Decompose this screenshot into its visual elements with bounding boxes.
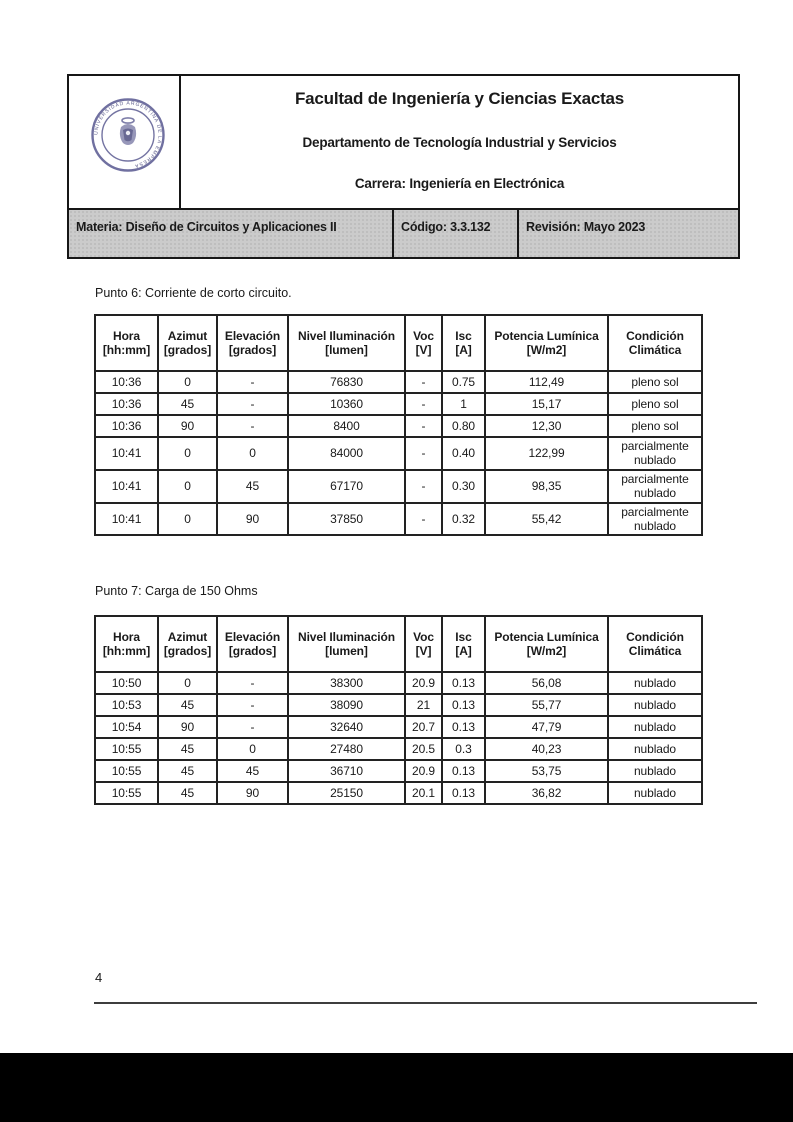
- col-header-line1: Condición: [626, 629, 684, 644]
- revision-field: Revisión: Mayo 2023: [517, 210, 738, 257]
- col-header-line1: Voc: [413, 629, 434, 644]
- cell-elevacion: -: [217, 694, 288, 716]
- cell-voc: -: [405, 393, 442, 415]
- table-row: [95, 760, 702, 782]
- col-header-line2: [grados]: [228, 644, 277, 658]
- col-header-line1: Condición: [626, 328, 684, 343]
- col-header-line2: [V]: [415, 343, 432, 357]
- seal-ring-text: UNIVERSIDAD ARGENTINA DE LA EMPRESA: [93, 100, 163, 169]
- cell-voc: -: [405, 503, 442, 536]
- cell-isc: 0.13: [442, 782, 485, 804]
- cell-azimut: 0: [158, 371, 217, 393]
- cell-elevacion: -: [217, 672, 288, 694]
- cell-nivel-iluminacion: 25150: [288, 782, 405, 804]
- cell-condicion-climatica: parcialmente nublado: [608, 470, 702, 503]
- cell-nivel-iluminacion: 27480: [288, 738, 405, 760]
- table-header-row: [95, 315, 702, 371]
- cell-elevacion: -: [217, 371, 288, 393]
- cell-condicion-climatica: nublado: [608, 716, 702, 738]
- cell-nivel-iluminacion: 76830: [288, 371, 405, 393]
- cell-hora: 10:41: [95, 470, 158, 503]
- cell-hora: 10:53: [95, 694, 158, 716]
- col-header-line1: Nivel Iluminación: [298, 328, 395, 343]
- cell-condicion-climatica: nublado: [608, 672, 702, 694]
- cell-azimut: 45: [158, 393, 217, 415]
- col-header-potencia-luminica: [485, 315, 608, 371]
- table-row: [95, 694, 702, 716]
- cell-voc: 21: [405, 694, 442, 716]
- cell-elevacion: -: [217, 393, 288, 415]
- col-header-line2: [W/m2]: [526, 644, 567, 658]
- table-punto-6: [94, 314, 703, 536]
- cell-hora: 10:55: [95, 760, 158, 782]
- cell-nivel-iluminacion: 38090: [288, 694, 405, 716]
- cell-nivel-iluminacion: 37850: [288, 503, 405, 536]
- cell-azimut: 45: [158, 782, 217, 804]
- cell-hora: 10:36: [95, 393, 158, 415]
- col-header-azimut: [158, 616, 217, 672]
- cell-elevacion: 90: [217, 503, 288, 536]
- cell-isc: 0.13: [442, 694, 485, 716]
- cell-potencia-luminica: 53,75: [485, 760, 608, 782]
- col-header-line1: Potencia Lumínica: [494, 629, 599, 644]
- cell-hora: 10:54: [95, 716, 158, 738]
- cell-isc: 0.32: [442, 503, 485, 536]
- table-row: [95, 371, 702, 393]
- cell-potencia-luminica: 15,17: [485, 393, 608, 415]
- cell-elevacion: 45: [217, 470, 288, 503]
- cell-azimut: 45: [158, 694, 217, 716]
- col-header-line2: [hh:mm]: [102, 644, 151, 658]
- col-header-line2: [grados]: [163, 343, 212, 357]
- cell-potencia-luminica: 122,99: [485, 437, 608, 470]
- col-header-line1: Potencia Lumínica: [494, 328, 599, 343]
- cell-condicion-climatica: nublado: [608, 738, 702, 760]
- cell-condicion-climatica: nublado: [608, 694, 702, 716]
- col-header-line1: Elevación: [224, 328, 281, 343]
- cell-nivel-iluminacion: 8400: [288, 415, 405, 437]
- cell-voc: 20.7: [405, 716, 442, 738]
- codigo-field: Código: 3.3.132: [392, 210, 517, 257]
- cell-isc: 0.30: [442, 470, 485, 503]
- col-header-azimut: [158, 315, 217, 371]
- cell-isc: 0.13: [442, 760, 485, 782]
- cell-nivel-iluminacion: 10360: [288, 393, 405, 415]
- cell-hora: 10:50: [95, 672, 158, 694]
- col-header-line2: [lumen]: [325, 343, 368, 357]
- col-header-elevacion: [217, 315, 288, 371]
- metadata-bar: [69, 208, 738, 257]
- table-row: [95, 503, 702, 536]
- col-header-line1: Azimut: [167, 629, 208, 644]
- cell-azimut: 0: [158, 437, 217, 470]
- col-header-line2: [grados]: [163, 644, 212, 658]
- col-header-isc: [442, 315, 485, 371]
- cell-azimut: 0: [158, 503, 217, 536]
- cell-potencia-luminica: 36,82: [485, 782, 608, 804]
- career-subtitle: Carrera: Ingeniería en Electrónica: [354, 176, 565, 191]
- table-header-row: [95, 616, 702, 672]
- col-header-line2: [lumen]: [325, 644, 368, 658]
- col-header-line2: [hh:mm]: [102, 343, 151, 357]
- table-punto-7: [94, 615, 703, 805]
- section-heading-punto-6: Punto 6: Corriente de corto circuito.: [95, 286, 292, 300]
- cell-potencia-luminica: 47,79: [485, 716, 608, 738]
- faculty-title: Facultad de Ingeniería y Ciencias Exactas: [294, 89, 625, 108]
- col-header-line1: Hora: [113, 629, 140, 644]
- col-header-line2: [W/m2]: [526, 343, 567, 357]
- cell-hora: 10:55: [95, 782, 158, 804]
- col-header-line1: Isc: [455, 328, 472, 343]
- cell-azimut: 45: [158, 760, 217, 782]
- cell-elevacion: 0: [217, 437, 288, 470]
- cell-elevacion: -: [217, 716, 288, 738]
- section-heading-punto-7: Punto 7: Carga de 150 Ohms: [95, 584, 258, 598]
- table-row: [95, 782, 702, 804]
- col-header-line2: Climática: [628, 343, 682, 357]
- table-row: [95, 393, 702, 415]
- cell-condicion-climatica: parcialmente nublado: [608, 503, 702, 536]
- cell-hora: 10:36: [95, 371, 158, 393]
- materia-field: Materia: Diseño de Circuitos y Aplicaciones II: [76, 220, 337, 234]
- col-header-hora: [95, 315, 158, 371]
- cell-hora: 10:41: [95, 437, 158, 470]
- col-header-line1: Isc: [455, 629, 472, 644]
- col-header-isc: [442, 616, 485, 672]
- cell-potencia-luminica: 112,49: [485, 371, 608, 393]
- cell-voc: 20.5: [405, 738, 442, 760]
- cell-nivel-iluminacion: 84000: [288, 437, 405, 470]
- col-header-line1: Azimut: [167, 328, 208, 343]
- cell-voc: -: [405, 371, 442, 393]
- cell-isc: 0.13: [442, 716, 485, 738]
- logo-cell: [69, 76, 181, 208]
- cell-hora: 10:55: [95, 738, 158, 760]
- table-row: [95, 716, 702, 738]
- cell-condicion-climatica: parcialmente nublado: [608, 437, 702, 470]
- cell-potencia-luminica: 55,77: [485, 694, 608, 716]
- col-header-hora: [95, 616, 158, 672]
- table-row: [95, 437, 702, 470]
- col-header-line2: [V]: [415, 644, 432, 658]
- cell-voc: -: [405, 470, 442, 503]
- cell-isc: 0.80: [442, 415, 485, 437]
- cell-azimut: 90: [158, 415, 217, 437]
- cell-azimut: 0: [158, 470, 217, 503]
- cell-hora: 10:36: [95, 415, 158, 437]
- col-header-potencia-luminica: [485, 616, 608, 672]
- col-header-nivel-iluminacion: [288, 616, 405, 672]
- cell-elevacion: 90: [217, 782, 288, 804]
- table-row: [95, 415, 702, 437]
- col-header-voc: [405, 315, 442, 371]
- cell-isc: 0.3: [442, 738, 485, 760]
- cell-condicion-climatica: nublado: [608, 782, 702, 804]
- col-header-voc: [405, 616, 442, 672]
- col-header-condicion-climatica: [608, 616, 702, 672]
- col-header-line2: Climática: [628, 644, 682, 658]
- cell-nivel-iluminacion: 36710: [288, 760, 405, 782]
- institution-header: [67, 74, 740, 259]
- cell-azimut: 90: [158, 716, 217, 738]
- department-subtitle: Departamento de Tecnología Industrial y Servicios: [302, 135, 617, 150]
- col-header-line2: [A]: [455, 343, 472, 357]
- table-row: [95, 470, 702, 503]
- cell-condicion-climatica: pleno sol: [608, 415, 702, 437]
- col-header-line1: Elevación: [224, 629, 281, 644]
- cell-elevacion: 0: [217, 738, 288, 760]
- cell-voc: -: [405, 437, 442, 470]
- col-header-elevacion: [217, 616, 288, 672]
- cell-voc: -: [405, 415, 442, 437]
- header-top-row: [69, 76, 738, 208]
- cell-potencia-luminica: 56,08: [485, 672, 608, 694]
- cell-azimut: 45: [158, 738, 217, 760]
- col-header-line1: Nivel Iluminación: [298, 629, 395, 644]
- footer-divider-line: [94, 1002, 757, 1004]
- cell-voc: 20.1: [405, 782, 442, 804]
- cell-azimut: 0: [158, 672, 217, 694]
- cell-nivel-iluminacion: 32640: [288, 716, 405, 738]
- col-header-line2: [grados]: [228, 343, 277, 357]
- cell-elevacion: 45: [217, 760, 288, 782]
- table-row: [95, 738, 702, 760]
- cell-elevacion: -: [217, 415, 288, 437]
- cell-voc: 20.9: [405, 760, 442, 782]
- col-header-nivel-iluminacion: [288, 315, 405, 371]
- cell-potencia-luminica: 40,23: [485, 738, 608, 760]
- cell-condicion-climatica: pleno sol: [608, 371, 702, 393]
- col-header-condicion-climatica: [608, 315, 702, 371]
- cell-potencia-luminica: 98,35: [485, 470, 608, 503]
- col-header-line1: Voc: [413, 328, 434, 343]
- university-seal-logo: [90, 97, 166, 173]
- cell-isc: 0.40: [442, 437, 485, 470]
- cell-condicion-climatica: nublado: [608, 760, 702, 782]
- header-titles: [181, 76, 738, 208]
- cell-isc: 1: [442, 393, 485, 415]
- cell-condicion-climatica: pleno sol: [608, 393, 702, 415]
- cell-nivel-iluminacion: 38300: [288, 672, 405, 694]
- cell-potencia-luminica: 55,42: [485, 503, 608, 536]
- table-row: [95, 672, 702, 694]
- col-header-line2: [A]: [455, 644, 472, 658]
- page-number: 4: [95, 970, 103, 985]
- cell-potencia-luminica: 12,30: [485, 415, 608, 437]
- cell-isc: 0.75: [442, 371, 485, 393]
- cell-nivel-iluminacion: 67170: [288, 470, 405, 503]
- col-header-line1: Hora: [113, 328, 140, 343]
- cell-isc: 0.13: [442, 672, 485, 694]
- cell-voc: 20.9: [405, 672, 442, 694]
- bottom-black-bar: [0, 1053, 793, 1122]
- cell-hora: 10:41: [95, 503, 158, 536]
